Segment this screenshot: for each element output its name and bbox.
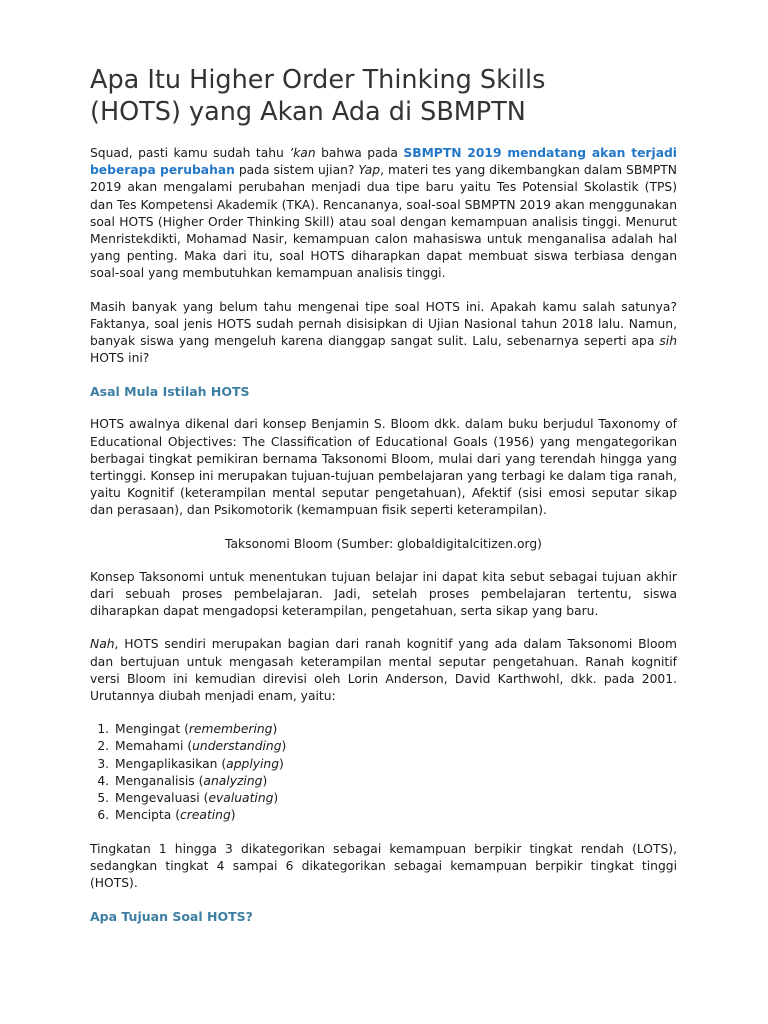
list-item: 1. Mengingat (remembering) <box>113 721 677 738</box>
article-body <box>90 145 677 941</box>
paragraph-taksonomi: Konsep Taksonomi untuk menentukan tujuan belajar ini dapat kita sebut sebagai tujuan akhir dari sebuah proses pembelajaran. Jadi, setelah proses pembelajaran tertentu, siswa diharapkan dapat mengadopsi keterampilan, pengetahuan, serta sikap yang baru. <box>90 569 677 619</box>
page-title <box>90 64 710 128</box>
paragraph-question: Masih banyak yang belum tahu mengenai tipe soal HOTS ini. Apakah kamu salah satunya? Faktanya, soal jenis HOTS sudah pernah disisipkan di Ujian Nasional tahun 2018 lalu. Namun, banyak siswa yang mengeluh karena dianggap sangat sulit. Lalu, sebenarnya seperti apa sih HOTS ini? <box>90 299 677 366</box>
list-item: 4. Menganalisis (analyzing) <box>113 773 677 790</box>
list-item: 5. Mengevaluasi (evaluating) <box>113 790 677 807</box>
list-item: 2. Memahami (understanding) <box>113 738 677 755</box>
paragraph-nah: Nah, HOTS sendiri merupakan bagian dari ranah kognitif yang ada dalam Taksonomi Bloom dan bertujuan untuk mengasah keterampilan mental seputar pengetahuan. Ranah kognitif versi Bloom ini kemudian direvisi oleh Lorin Anderson, David Karthwohl, dkk. pada 2001. Urutannya diubah menjadi enam, yaitu: <box>90 637 677 704</box>
title-line-2: (HOTS) yang Akan Ada di SBMPTN <box>90 97 526 127</box>
list-item: 3. Mengaplikasikan (applying) <box>113 756 677 773</box>
paragraph-bloom: HOTS awalnya dikenal dari konsep Benjamin S. Bloom dkk. dalam buku berjudul Taxonomy of Educational Objectives: The Classification of Educational Goals (1956) yang mengategorikan berbagai tingkat pemikiran bernama Taksonomi Bloom, mulai dari yang terendah hingga yang tertinggi. Konsep ini merupakan tujuan-tujuan pembelajaran yang terbagi ke dalam tiga ranah, yaitu Kognitif (keterampilan mental seputar pengetahuan), Afektif (sisi emosi seputar sikap dan perasaan), dan Psikomotorik (kemampuan fisik seperti keterampilan). <box>90 417 677 518</box>
heading-asal-mula: Asal Mula Istilah HOTS <box>90 384 250 400</box>
title-line-1: Apa Itu Higher Order Thinking Skills <box>90 65 546 95</box>
paragraph-lots-hots: Tingkatan 1 hingga 3 dikategorikan sebagai kemampuan berpikir tingkat rendah (LOTS), sedangkan tingkat 4 sampai 6 dikategorikan sebagai kemampuan berpikir tingkat tinggi (HOTS). <box>90 841 677 890</box>
cognitive-levels-list <box>90 721 677 824</box>
list-item: 6. Mencipta (creating) <box>113 807 677 824</box>
paragraph-intro: Squad, pasti kamu sudah tahu ’kan bahwa pada SBMPTN 2019 mendatang akan terjadi beberapa perubahan pada sistem ujian? Yap, materi tes yang dikembangkan dalam SBMPTN 2019 akan mengalami perubahan menjadi dua tipe baru yaitu Tes Potensial Skolastik (TPS) dan Tes Kompetensi Akademik (TKA). Rencananya, soal-soal SBMPTN 2019 akan menggunakan soal HOTS (Higher Order Thinking Skill) atau soal dengan kemampuan analisis tinggi. Menurut Menristekdikti, Mohamad Nasir, kemampuan calon mahasiswa untuk menganalisa adalah hal yang penting. Maka dari itu, soal HOTS diharapkan dapat membuat siswa terbiasa dengan soal-soal yang membutuhkan kemampuan analisis tinggi. <box>90 146 678 281</box>
sbmptn-link[interactable]: SBMPTN 2019 mendatang akan terjadi beberapa perubahan <box>90 146 678 178</box>
image-caption: Taksonomi Bloom (Sumber: globaldigitalcitizen.org) <box>225 536 542 551</box>
heading-tujuan: Apa Tujuan Soal HOTS? <box>90 909 253 925</box>
